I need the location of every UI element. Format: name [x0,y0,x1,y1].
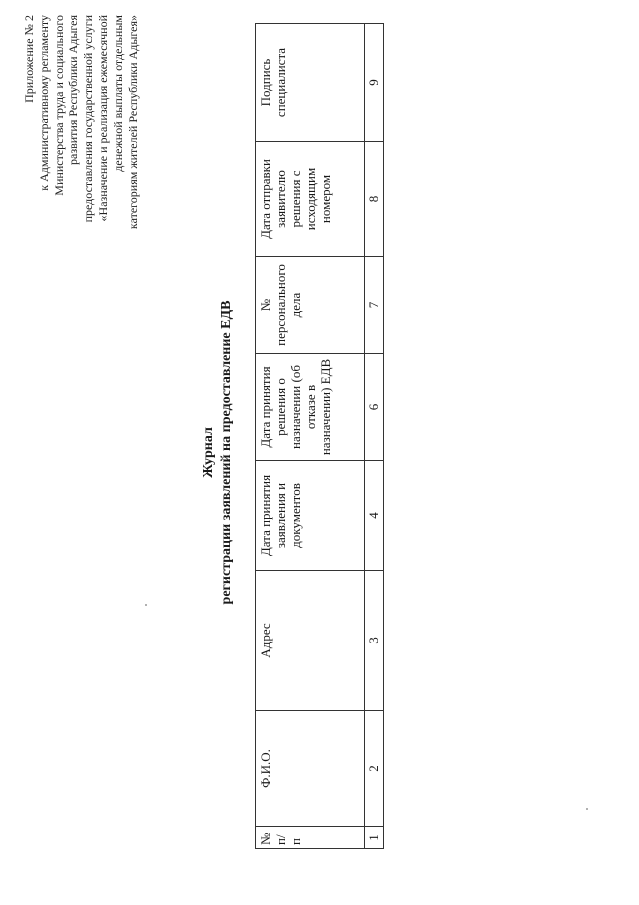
document-title [200,0,236,905]
appendix-line: Министерства труда и социального [51,15,66,196]
header-cell-decision-date: Дата принятия решения о назначении (об отказе в назначении) ЕДВ [256,354,365,461]
column-number: 7 [365,257,384,354]
appendix-line: категориям жителей Республики Адыгея» [125,15,140,230]
title-line-journal: Журнал [201,427,216,478]
header-cell-application-date: Дата принятия заявления и документов [256,461,365,571]
scan-speck [586,808,588,810]
appendix-line: предоставления государственной услуги [81,15,96,223]
header-cell-fio: Ф.И.О. [256,711,365,827]
column-number: 2 [365,711,384,827]
column-number: 8 [365,142,384,257]
title-line-subject: регистрации заявлений на предоставление ЕДВ [219,300,234,605]
header-cell-signature: Подпись специалиста [256,24,365,142]
appendix-line: «Назначение и реализация ежемесячной [95,15,110,222]
appendix-note [22,15,140,385]
header-cell-case-number: № персонального дела [256,257,365,354]
column-number: 3 [365,571,384,711]
column-number: 6 [365,354,384,461]
scan-speck [145,604,147,606]
header-cell-address: Адрес [256,571,365,711]
appendix-line: к Административному регламенту [36,15,51,191]
column-number: 9 [365,24,384,142]
appendix-line: денежной выплаты отдельным [110,15,125,172]
appendix-line: развития Республики Адыгея [66,15,81,165]
column-number-row [365,24,384,849]
column-number: 1 [365,827,384,849]
table-header-row [256,24,365,849]
column-number: 4 [365,461,384,571]
header-cell-number: № п/п [256,827,365,849]
journal-table [255,23,384,849]
header-cell-dispatch-date: Дата отправки заявителю решения с исходящим номером [256,142,365,257]
appendix-line: Приложение № 2 [22,15,36,103]
